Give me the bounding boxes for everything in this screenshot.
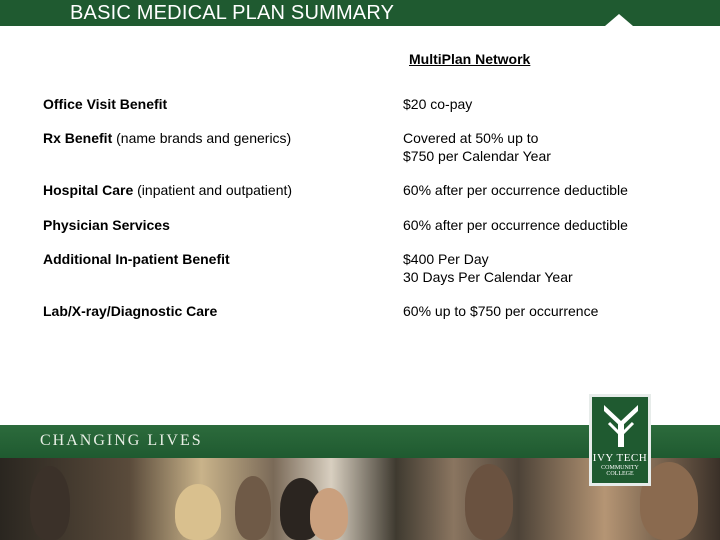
benefit-value: 60% after per occurrence deductible [403, 182, 628, 198]
benefit-value: 60% up to $750 per occurrence [403, 303, 599, 319]
title-bar-notch [605, 14, 633, 26]
benefit-label: Office Visit Benefit [43, 96, 168, 112]
benefit-label: Lab/X-ray/Diagnostic Care [43, 303, 218, 319]
tagline: CHANGING LIVES [40, 432, 203, 449]
benefit-value: $400 Per Day 30 Days Per Calendar Year [403, 251, 573, 285]
logo-subtitle: COMMUNITY COLLEGE [601, 465, 639, 477]
network-column-heading: MultiPlan Network [409, 51, 531, 67]
benefit-value: $20 co-pay [403, 96, 473, 112]
logo-name: IVY TECH [592, 452, 648, 464]
benefit-label: Rx Benefit (name brands and generics) [43, 130, 292, 146]
ivy-leaf-icon [600, 403, 642, 449]
benefit-label: Hospital Care (inpatient and outpatient) [43, 182, 293, 198]
benefit-label: Physician Services [43, 217, 170, 233]
page-title: BASIC MEDICAL PLAN SUMMARY [70, 2, 395, 24]
benefit-label: Additional In-patient Benefit [43, 251, 230, 267]
benefit-value: Covered at 50% up to $750 per Calendar Year [403, 130, 551, 164]
ivy-tech-logo [589, 394, 651, 486]
benefit-value: 60% after per occurrence deductible [403, 217, 628, 233]
